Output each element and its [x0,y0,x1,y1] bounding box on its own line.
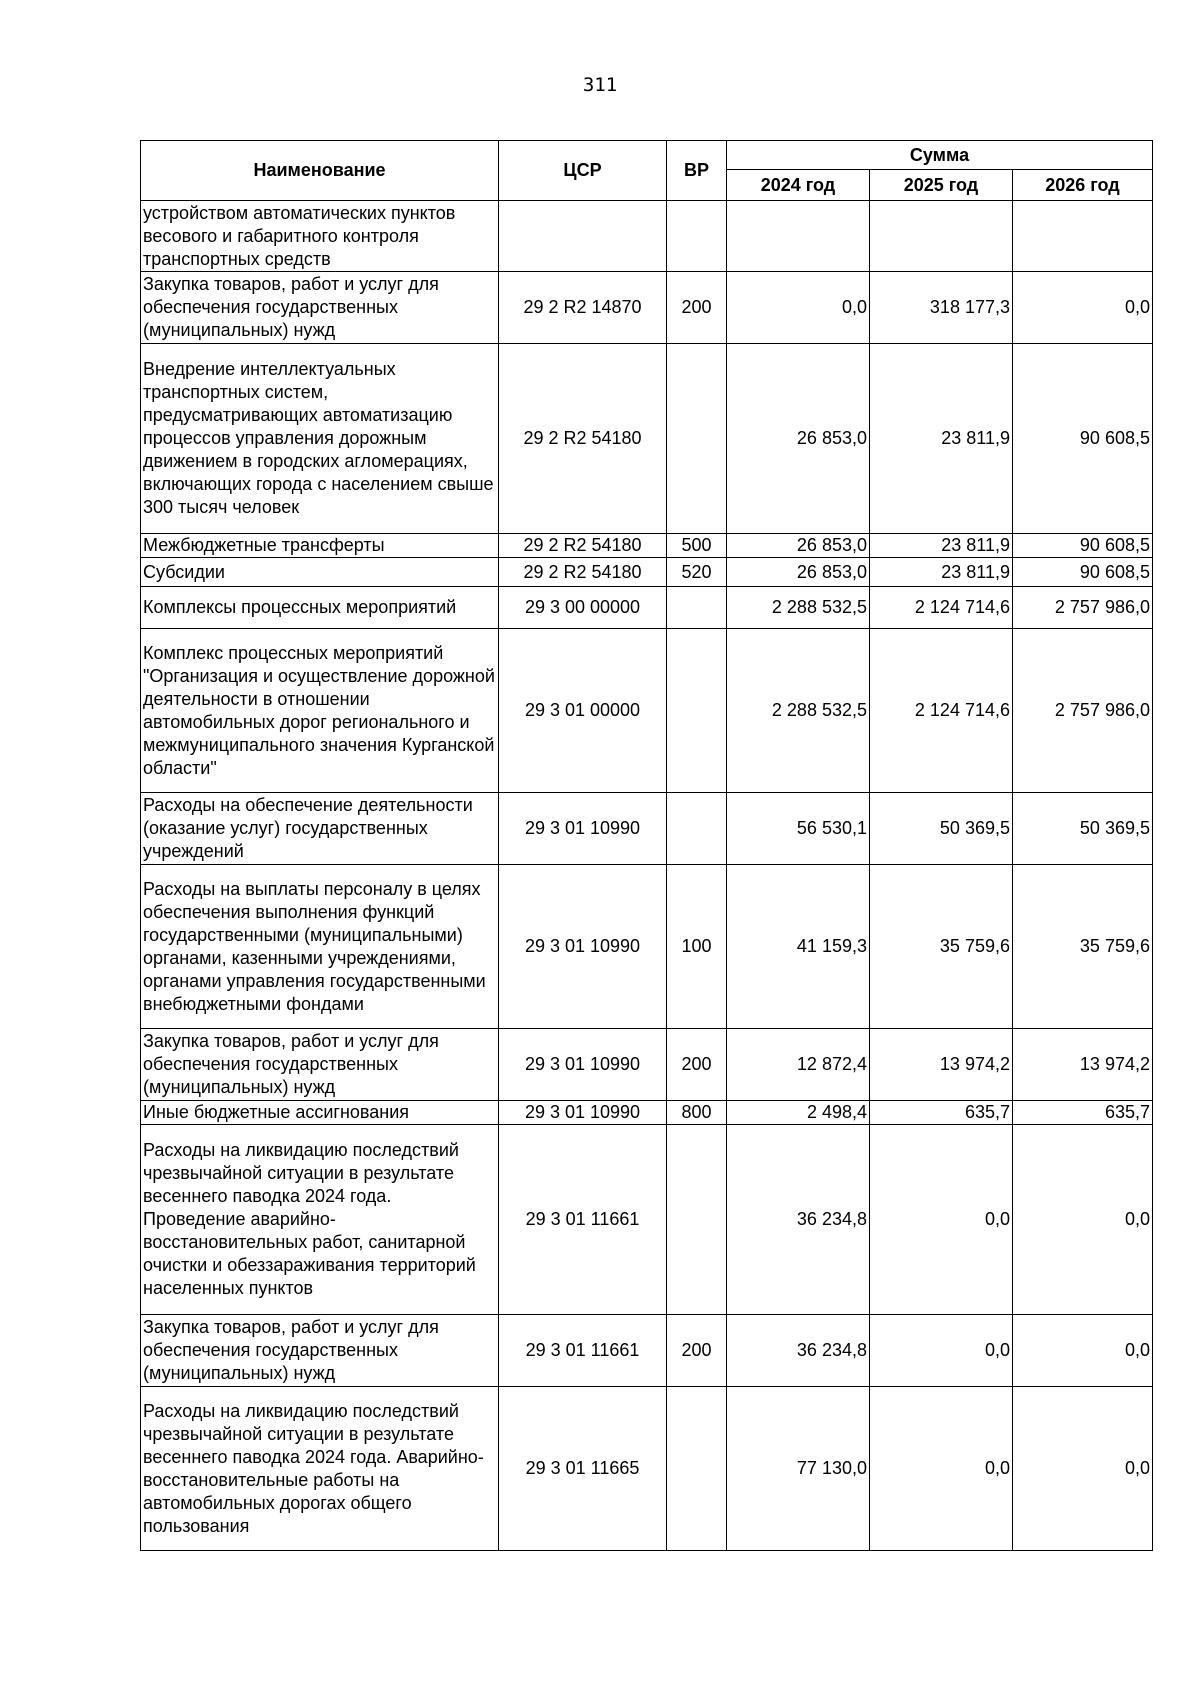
row-amount-2025: 0,0 [870,1315,1013,1387]
table-row [141,272,1153,344]
table-row [141,865,1153,1029]
row-vr-cell: 500 [667,534,727,558]
header-year-2026: 2026 год [1013,170,1153,201]
table-row [141,344,1153,534]
row-name-cell: Субсидии [141,558,499,587]
row-csr-cell: 29 3 01 10990 [499,793,667,865]
row-vr-cell: 520 [667,558,727,587]
table-row [141,201,1153,272]
row-csr-cell: 29 2 R2 54180 [499,534,667,558]
row-vr-cell [667,629,727,793]
row-name-cell: устройством автоматических пунктов весового и габаритного контроля транспортных средств [141,201,499,272]
row-vr-cell: 100 [667,865,727,1029]
row-amount-2025: 2 124 714,6 [870,587,1013,629]
row-amount-2025: 23 811,9 [870,344,1013,534]
row-csr-cell: 29 2 R2 14870 [499,272,667,344]
table-row [141,1315,1153,1387]
row-vr-cell: 800 [667,1101,727,1125]
row-csr-cell: 29 3 01 10990 [499,1101,667,1125]
table-body [141,201,1153,1551]
row-amount-2025: 50 369,5 [870,793,1013,865]
row-amount-2024: 56 530,1 [727,793,870,865]
row-name-cell: Закупка товаров, работ и услуг для обеспечения государственных (муниципальных) нужд [141,1029,499,1101]
row-name-cell: Расходы на ликвидацию последствий чрезвычайной ситуации в результате весеннего паводка 2024 года. Проведение аварийно-восстановительных работ, санитарной очистки и обеззараживания территорий населенных пунктов [141,1125,499,1315]
row-amount-2026 [1013,201,1153,272]
row-amount-2026: 2 757 986,0 [1013,587,1153,629]
row-vr-cell: 200 [667,272,727,344]
budget-table [140,140,1153,1551]
row-amount-2024: 26 853,0 [727,344,870,534]
header-year-2024: 2024 год [727,170,870,201]
row-name-cell: Межбюджетные трансферты [141,534,499,558]
row-csr-cell: 29 3 00 00000 [499,587,667,629]
row-name-cell: Иные бюджетные ассигнования [141,1101,499,1125]
header-sum: Сумма [727,141,1153,170]
header-year-2025: 2025 год [870,170,1013,201]
row-vr-cell [667,1125,727,1315]
row-name-cell: Внедрение интеллектуальных транспортных систем, предусматривающих автоматизацию процессов управления дорожным движением в городских агломерациях, включающих города с населением свыше 300 тысяч человек [141,344,499,534]
row-amount-2024: 0,0 [727,272,870,344]
table-row [141,1125,1153,1315]
row-vr-cell [667,1387,727,1551]
row-vr-cell: 200 [667,1315,727,1387]
row-name-cell: Расходы на ликвидацию последствий чрезвычайной ситуации в результате весеннего паводка 2024 года. Аварийно-восстановительные работы на автомобильных дорогах общего пользования [141,1387,499,1551]
row-amount-2025: 35 759,6 [870,865,1013,1029]
row-amount-2026: 635,7 [1013,1101,1153,1125]
row-csr-cell [499,201,667,272]
row-vr-cell [667,587,727,629]
row-amount-2024: 26 853,0 [727,558,870,587]
table-row [141,1387,1153,1551]
row-name-cell: Комплексы процессных мероприятий [141,587,499,629]
row-vr-cell [667,344,727,534]
row-amount-2026: 90 608,5 [1013,344,1153,534]
row-amount-2026: 50 369,5 [1013,793,1153,865]
row-amount-2025: 0,0 [870,1387,1013,1551]
header-vr: ВР [667,141,727,201]
row-amount-2026: 90 608,5 [1013,558,1153,587]
row-amount-2024: 12 872,4 [727,1029,870,1101]
row-csr-cell: 29 3 01 11661 [499,1125,667,1315]
row-amount-2024: 41 159,3 [727,865,870,1029]
row-csr-cell: 29 3 01 10990 [499,1029,667,1101]
row-name-cell: Расходы на выплаты персоналу в целях обеспечения выполнения функций государственными (муниципальными) органами, казенными учреждениями, органами управления государственными внебюджетными фондами [141,865,499,1029]
row-amount-2025 [870,201,1013,272]
row-amount-2025: 13 974,2 [870,1029,1013,1101]
row-amount-2024 [727,201,870,272]
header-csr: ЦСР [499,141,667,201]
row-amount-2025: 318 177,3 [870,272,1013,344]
row-amount-2024: 2 288 532,5 [727,629,870,793]
row-amount-2025: 23 811,9 [870,534,1013,558]
row-csr-cell: 29 3 01 11665 [499,1387,667,1551]
table-row [141,587,1153,629]
row-amount-2024: 36 234,8 [727,1125,870,1315]
row-name-cell: Закупка товаров, работ и услуг для обеспечения государственных (муниципальных) нужд [141,1315,499,1387]
row-amount-2025: 23 811,9 [870,558,1013,587]
row-name-cell: Закупка товаров, работ и услуг для обеспечения государственных (муниципальных) нужд [141,272,499,344]
table-row [141,534,1153,558]
row-name-cell: Комплекс процессных мероприятий "Организация и осуществление дорожной деятельности в отношении автомобильных дорог регионального и межмуниципального значения Курганской области" [141,629,499,793]
row-vr-cell [667,201,727,272]
row-csr-cell: 29 2 R2 54180 [499,558,667,587]
row-amount-2026: 90 608,5 [1013,534,1153,558]
row-amount-2026: 0,0 [1013,1315,1153,1387]
row-amount-2025: 2 124 714,6 [870,629,1013,793]
row-amount-2024: 26 853,0 [727,534,870,558]
table-row [141,1029,1153,1101]
row-amount-2024: 2 288 532,5 [727,587,870,629]
row-amount-2025: 635,7 [870,1101,1013,1125]
row-vr-cell: 200 [667,1029,727,1101]
row-amount-2026: 35 759,6 [1013,865,1153,1029]
row-csr-cell: 29 3 01 10990 [499,865,667,1029]
row-amount-2026: 0,0 [1013,1387,1153,1551]
header-name: Наименование [141,141,499,201]
row-amount-2026: 2 757 986,0 [1013,629,1153,793]
row-amount-2026: 0,0 [1013,1125,1153,1315]
row-amount-2024: 77 130,0 [727,1387,870,1551]
table-row [141,793,1153,865]
table-row [141,558,1153,587]
row-name-cell: Расходы на обеспечение деятельности (оказание услуг) государственных учреждений [141,793,499,865]
row-amount-2026: 13 974,2 [1013,1029,1153,1101]
row-csr-cell: 29 3 01 00000 [499,629,667,793]
row-csr-cell: 29 2 R2 54180 [499,344,667,534]
row-amount-2026: 0,0 [1013,272,1153,344]
row-amount-2024: 36 234,8 [727,1315,870,1387]
table-row [141,629,1153,793]
row-vr-cell [667,793,727,865]
row-amount-2025: 0,0 [870,1125,1013,1315]
page-number: 311 [582,74,618,96]
table-row [141,1101,1153,1125]
row-amount-2024: 2 498,4 [727,1101,870,1125]
row-csr-cell: 29 3 01 11661 [499,1315,667,1387]
